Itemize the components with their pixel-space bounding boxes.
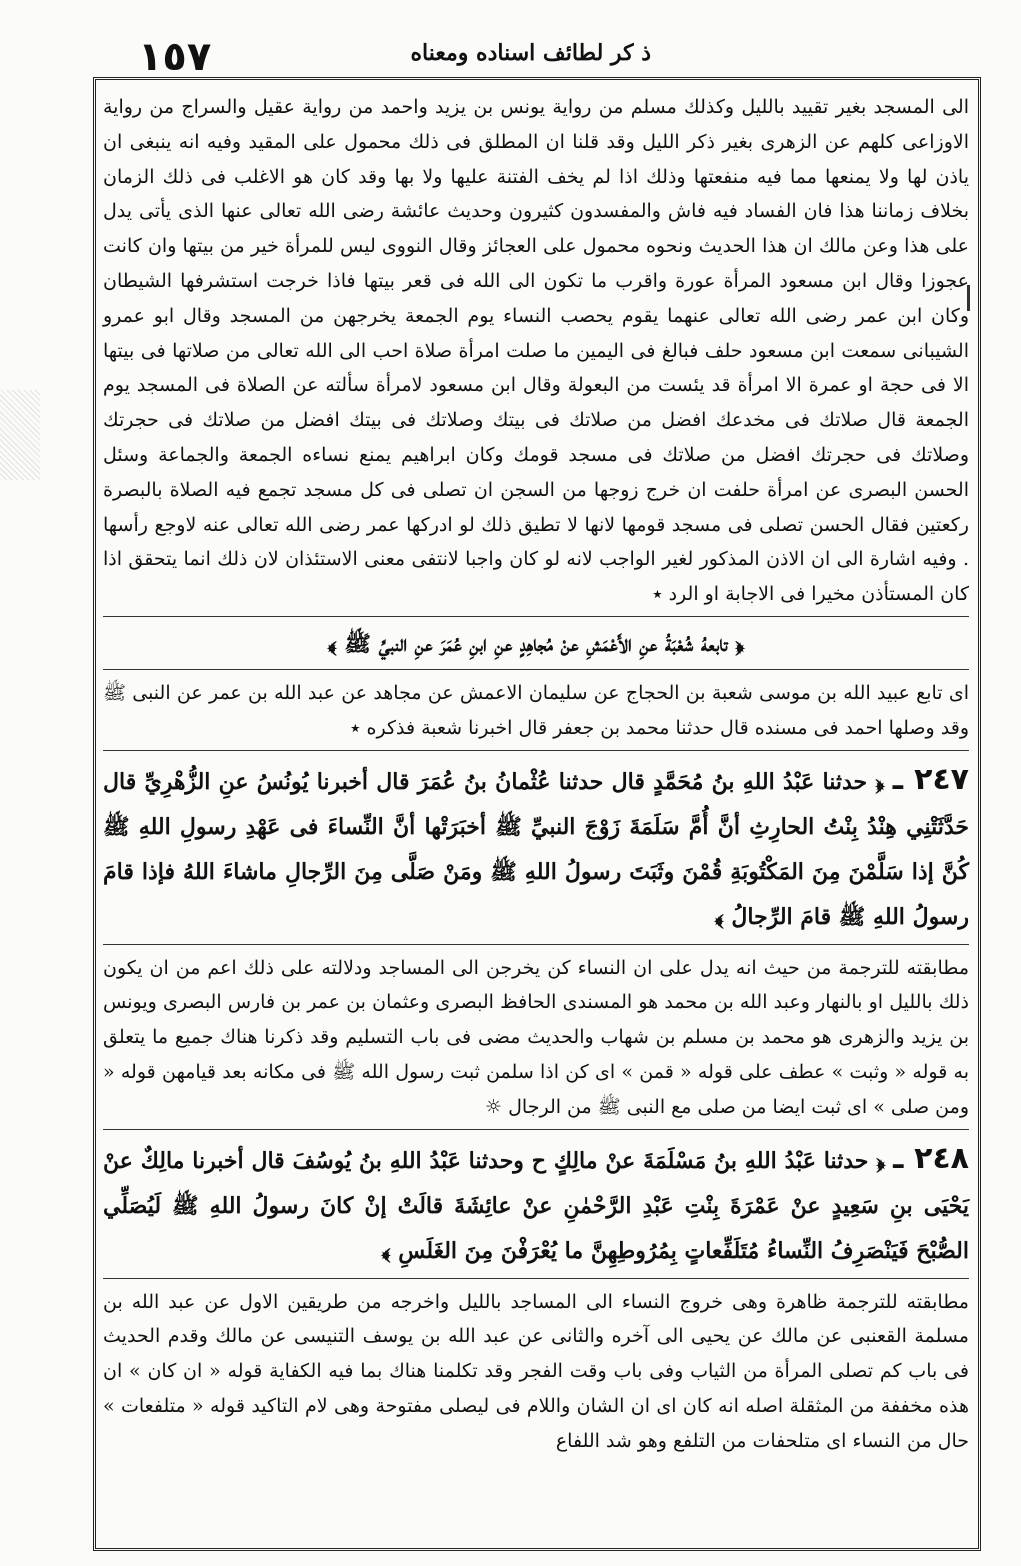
page-header xyxy=(90,30,981,80)
hadith-caption: ﴿ تابعهُ شُعْبَةُ عنِ الأَعْمَشِ عنْ مُجاهِدٍ عنِ ابنِ عُمَرَ عنِ النبيِّ ﷺ ﴾ xyxy=(327,630,745,657)
hadith-247 xyxy=(103,757,969,940)
commentary-block: مطابقته للترجمة من حيث انه يدل على ان النساء كن يخرجن الى المساجد ودلالته على ذلك اعم من ان يكون ذلك بالليل او بالنهار وعبد الله بن محمد هو المسندى الحافظ البصرى وعثمان بن عمر بن فارس البصرى ويونس بن يزيد والزهرى هو محمد بن مسلم بن شهاب والحديث مضى فى باب التسليم وقد ذكرنا هناك جميع ما يتعلق به قوله « وثبت » عطف على قوله « قمن » اى كن اذا سلمن ثبت رسول الله ﷺ فى مكانه بعد قيامهن قوله « ومن صلى » اى ثبت ايضا من صلى مع النبى ﷺ من الرجال ☼ xyxy=(103,956,969,1118)
divider xyxy=(103,944,969,945)
hadith-number: ٢٤٨ ـ xyxy=(893,1140,969,1176)
divider xyxy=(103,616,969,617)
commentary-block: مطابقته للترجمة ظاهرة وهى خروج النساء الى المساجد بالليل واخرجه من طريقين الاول عن عبد الله بن مسلمة القعنبى عن مالك عن يحيى الى آخره والثانى عن عبد الله بن يوسف التنيسى عن مالك وقدم الحديث فى باب كم تصلى المرأة من الثياب وفى باب وقت الفجر وقد تكلمنا هناك بما فيه الكفاية قوله « ان كان » ان هذه مخففة من المثقلة اصله انه كان اى ان الشان واللام فى ليصلى مفتوحة وهى لام التاكيد قوله « متلفعات » حال من النساء اى متلحفات من التلفع وهو شد اللفاع xyxy=(103,1290,969,1452)
divider xyxy=(103,669,969,670)
divider xyxy=(103,1129,969,1130)
divider xyxy=(103,750,969,751)
divider xyxy=(103,1278,969,1279)
hadith-text: ﴿ حدثنا عَبْدُ اللهِ بنُ مُحَمَّدٍ قال حدثنا عُثْمانُ بنُ عُمَرَ قال أخبرنا يُونُسُ عنِ الزُّهْرِيِّ قال حَدَّثَتْنِي هِنْدُ بِنْتُ الحارِثِ أنَّ أُمَّ سَلَمَةَ زَوْجَ النبيِّ ﷺ أخبَرَتْها أنَّ النِّساءَ فى عَهْدِ رسولِ اللهِ ﷺ كُنَّ إذا سَلَّمْنَ مِنَ المَكْتُوبَةِ قُمْنَ وثَبَتَ رسولُ اللهِ ﷺ ومَنْ صَلَّى مِنَ الرِّجالِ ماشاءَ اللهُ فإذا قامَ رسولُ اللهِ ﷺ قامَ الرِّجالُ ﴾ xyxy=(103,768,969,930)
commentary-block: الى المسجد بغير تقييد بالليل وكذلك مسلم من رواية يونس بن يزيد واحمد من رواية عقيل والسراج من رواية الاوزاعى كلهم عن الزهرى بغير ذكر الليل وقد قلنا ان المطلق فى ذلك محمول على المقيد وفيه انه ينبغى ان ياذن لها ولا يمنعها مما فيه منفعتها وذلك اذا لم يخف الفتنة عليها ولا بها وقد كان هو الاغلب فى ذلك الزمان بخلاف زماننا هذا فان الفساد فيه فاش والمفسدون كثيرون وحديث عائشة رضى الله تعالى عنها الذى يأتى يدل على هذا وعن مالك ان هذا الحديث ونحوه محمول على العجائز وقال النووى ليس للمرأة خير من بيتها وان كانت عجوزا وقال ابن مسعود المرأة عورة واقرب ما تكون الى الله فى قعر بيتها فاذا خرجت استشرفها الشيطان وكان ابن عمر رضى الله تعالى عنهما يقوم يحصب النساء يوم الجمعة يخرجهن من المسجد وقال ابو عمرو الشيبانى سمعت ابن مسعود حلف فبالغ فى اليمين ما صلت امرأة صلاة احب الى الله تعالى من صلاتها فى بيتها الا فى حجة او عمرة الا امرأة قد يئست من البعولة وقال ابن مسعود لامرأة سألته عن الصلاة فى المسجد يوم الجمعة قال صلاتك فى مخدعك افضل من صلاتك فى بيتك وصلاتك فى بيتك افضل من صلاتك فى حجرتك وصلاتك فى حجرتك افضل من صلاتك فى مسجد قومك وكان ابراهيم يمنع نساءه الجمعة والجماعة وسئل الحسن البصرى عن امرأة حلفت ان خرج زوجها من السجن ان تصلى فى كل مسجد تجمع فيه الصلاة بالبصرة ركعتين فقال الحسن تصلى فى مسجد قومها لانها لا تطيق ذلك لو ادركها عمر رضى الله تعالى عنه لاوجع رأسها . وفيه اشارة الى ان الاذن المذكور لغير الواجب لانه لو كان واجبا لانتفى معنى الاستئذان لان ذلك انما يتحقق اذا كان المستأذن مخيرا فى الاجابة او الرد ٭ xyxy=(103,96,969,606)
commentary-block: اى تابع عبيد الله بن موسى شعبة بن الحجاج عن سليمان الاعمش عن مجاهد عن عبد الله بن عمر عن النبى ﷺ وقد وصلها احمد فى مسنده قال حدثنا محمد بن جعفر قال اخبرنا شعبة فذكره ٭ xyxy=(103,681,969,739)
hadith-248 xyxy=(103,1136,969,1274)
hadith-text: ﴿ حدثنا عَبْدُ اللهِ بنُ مَسْلَمَةَ عنْ مالِكٍ ح وحدثنا عَبْدُ اللهِ بنُ يُوسُفَ قال أخبرنا مالِكٌ عنْ يَحْيَى بنِ سَعِيدٍ عنْ عَمْرَةَ بِنْتِ عَبْدِ الرَّحْمٰنِ عنْ عائِشَةَ قالَتْ إنْ كانَ رسولُ اللهِ ﷺ لَيُصَلِّي الصُّبْحَ فَيَنْصَرِفُ النِّساءُ مُتَلَفِّعاتٍ بِمُرُوطِهِنَّ ما يُعْرَفْنَ مِنَ الغَلَسِ ﴾ xyxy=(103,1147,969,1264)
scan-speckle xyxy=(0,390,40,480)
text-body xyxy=(103,90,969,1459)
page-number: ١٥٧ xyxy=(138,34,212,80)
hadith-number: ٢٤٧ ـ xyxy=(892,761,969,797)
running-title: ذ كر لطائف اسناده ومعناه xyxy=(410,40,651,66)
